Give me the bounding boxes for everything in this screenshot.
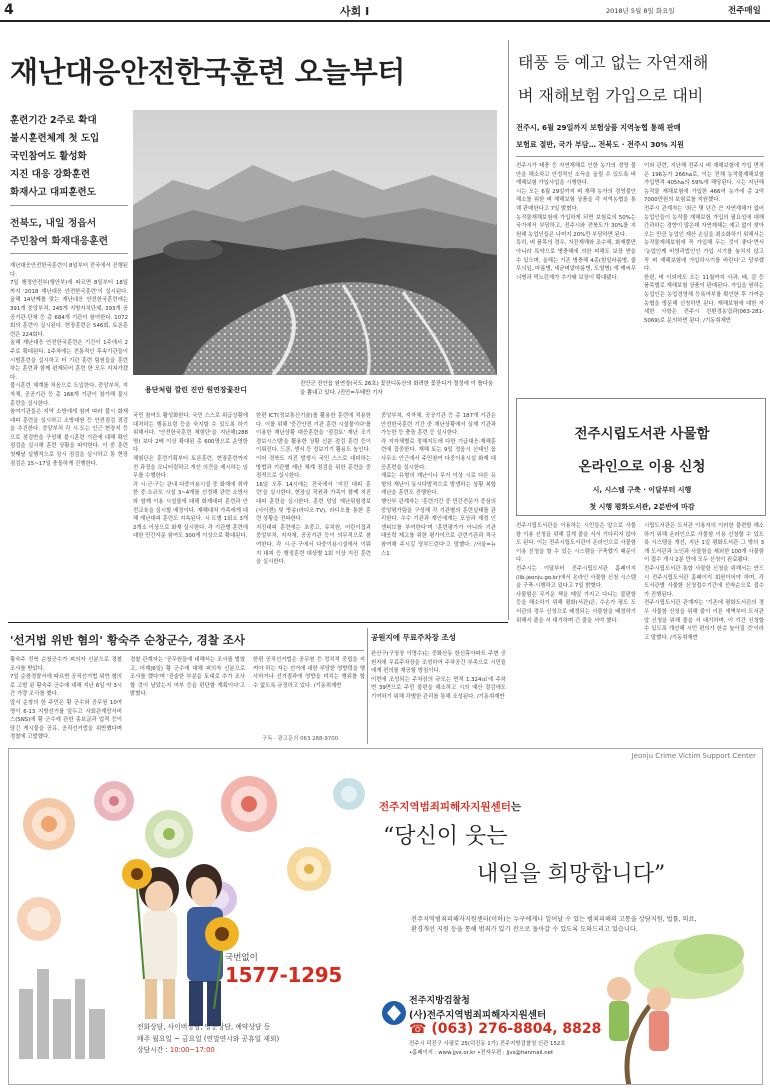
- paragraph: 불시훈련 체계를 처음으로 도입한다. 중앙부처, 지자체, 공공기관 등 총 166개 기관이 참가해 불시 훈련을 실시한다.: [10, 383, 128, 407]
- insurance-subhead: 전주시, 6월 29일까지 보험상품 지역농협 통해 판매: [516, 123, 681, 132]
- insurance-headline-line2: 벼 재해보험 가입으로 대비: [518, 86, 704, 105]
- victim-support-ad: [8, 748, 763, 1085]
- paragraph: 참여기관들은 지역 소방에게 참여 따라 불시 화재대피 훈련을 실시하고 소방대원 등 안전점검 점검을 추진한다. 중앙부처 각 시·도는 인근 현장지 등으로 점검반을 구성해 불시훈련 기관에 대해 확인 점검을 실시해 훈련 상황을 파악한다. 이 중 훈련 첫째날 실행적으로 상시 점검을 실시하고 통 현장점검은 15~17일 충돌하게 진행한다.: [10, 409, 128, 467]
- ad-hours-value: 10:00~17:00: [169, 1046, 215, 1054]
- subscription-note: 구독 · 광고문의 063 288-9700: [262, 736, 339, 742]
- paragraph: 전주시립도서관을 이용하는 시민들은 앞으로 사물함 이용 신청을 위해 길게 줄을 서서 기다리지 않아도 된다. 이는 전주시립도서관이 온라인으로 사물함 이용 신청을 할 수 있는 시스템을 구축했기 때문이다.: [516, 523, 636, 564]
- library-subhead: 시, 시스템 구축 · 이달부터 시행: [592, 486, 692, 494]
- paragraph: 한편, 벼 이외에도 오는 11월까지 사과, 배, 감 등 품목별로 재해보험 상품이 판매된다. 가입을 원하는 농업인은 농업경영체 등록여부를 확인한 후 가까운 농협을 방문해 신청하면 된다. 재해보험에 대한 자세한 사항은 전주시 친환경농업과(063-281-5069)로 문의하면 된다. /기동취재반: [644, 274, 764, 324]
- paragraph: 재료는 유형의 재난이나 무거 이상 시로 다른 유형의 재난이 동시다발적으로 발생하는 상황 복합재난을 훈련도 진행한다.: [381, 473, 496, 497]
- ad-free-call-label: 국번없이: [225, 953, 258, 963]
- ad-hours: [137, 1045, 279, 1057]
- paragraph: 16일 오후 14시에는 전국에서 '지진 대피 훈련'을 실시한다. 현장실 직원과 가족이 함께 지진대피 훈련을 실시한다. 훈련 당일 재난위험경보(사이렌) 및 방송(라디오·TV), 라디오를 통한 훈련 상황을 전파한다.: [256, 481, 371, 523]
- photo-caption: 진안군 진안읍 원연장(국도 26호) 꽃잔디동산의 화려한 꽃잔디가 절정에 이 틀다움을 뽐내고 있다. /진안=두태만 기자: [300, 381, 494, 396]
- ad-description: 전주지역범죄피해자지원센터(이하)는 누구에게나 일어날 수 있는 범죄피해의 고통을 상담지원, 법률, 의료, 환경개선 지원 등을 통해 범죄가 있기 전으로 돌아갈 수 있도록 도와드리고 있습니다.: [411, 916, 697, 933]
- lead-subhead: 화재사고 대피훈련도: [10, 187, 96, 198]
- paragraph: 전주시 관계자는 '최근 몇 년간 큰 자연재해가 없어 농업인들이 농작물 재해보험 가입의 필요성에 대해 간과하는 경향이 많은데 자연재해는 예고 없이 찾아오는 만큼 농업인 재산 손실을 최소화하기 위해서는 농작물재해보험에 꼭 가입해 두는 것이 좋다'면서 '농업인께 비영리법인인 가입 시기를 놓치지 않고 꼭 벼 재해보험에 가입하시기를 바란다'고 당부했다.: [644, 205, 764, 273]
- paragraph: 특히, 벼 품목의 경우, 지진재해와 조수해, 화재뿐만 아니라 특약으로 병충해에 의한 피해도 보장 받을 수 있으며, 올해는 기존 병충해 4종(흰잎마름병, 줄무늬잎, 마름병, 세균벼알마름병, 도열병) 에 깨씨무늬병과 먹노린재가 추가돼 보장이 확대됐다.: [516, 240, 636, 281]
- paragraph: 7일 순창경찰서에 따르면 공직선거법 위반 혐의로 고발 된 황숙주 군수에 대해 지난 6일 약 3시간 가량 조사를 했다.: [10, 674, 122, 698]
- divider: [10, 650, 364, 651]
- paragraph: 국민 참여도 활성화한다. 국민 스스로 위급상황에 대처하는 행동요령 등을 숙지할 수 있도록 하기 위해서다. '안전한국훈련 체험단'을 지난해(288명) 보다 2배 이상 확대된 총 600명으로 운영한다.: [133, 413, 248, 454]
- election-body-column-2: [130, 656, 245, 744]
- ad-org-center: (사)전주지역범죄피해자지원센터: [409, 1010, 547, 1021]
- paragraph: 사물함은 무거운 책을 매일 가지고 다니는 불편함 등을 해소하기 위해 평화(서관)은, 수손가 평도 도서관의 경우 신청으로 배정되는 사물함을 배정하기 위해서 줄을 서 대기하며 긴 줄을 서야 했다.: [516, 591, 636, 624]
- ad-hours-label: 상담시간 :: [137, 1046, 170, 1054]
- paragraph: 시는 오는 6월 29일까지 벼 재해 농가의 경영불안 해소를 위한 벼 재해보험 상품을 각 지역농협을 통해 판매한다고 7일 밝혔다.: [516, 188, 636, 212]
- lead-headline: 재난대응안전한국훈련 오늘부터: [10, 55, 405, 89]
- library-subhead: 첫 시행 평화도서관, 2분반에 마감: [589, 503, 695, 511]
- page-number: 4: [4, 2, 14, 18]
- paragraph: 각 지자체별로 정해지도에 다한 기급대응·재해훈련에 집중한다. 재해 토는 9일 정읍시 신태인 읍사무소 인근에서 주민참여 다중이용시설 화재 대응훈련을 실시한다.: [381, 438, 496, 471]
- parking-headline-text: 공원지에 무료주차장 조성: [371, 633, 456, 642]
- lead-body-column-4: [381, 412, 496, 612]
- lead-subhead: 훈련기간 2주로 확대: [10, 115, 97, 126]
- children-with-sunflowers-illustration: [122, 859, 239, 1026]
- paragraph: 전주시는 이달부터 전주시립도서관 홈페이지(lib.jeonju.go.kr)에서 온라인 사물함 신청 시스템을 구축·시행하고 있다고 7일 밝혔다.: [516, 565, 636, 590]
- ad-services: [137, 1022, 279, 1057]
- ad-services-line: 매주 월요일 ~ 금요일 (연말연시와 공휴일 제외): [137, 1034, 280, 1043]
- paragraph: 전주시가 태풍 등 자연재해로 인한 농가의 경영 불안을 해소하고 안정적인 소득을 올릴 수 있도록 벼 재해보험 가입사업을 시행한다.: [516, 163, 636, 187]
- paragraph: 한편 ICT(정보통신기술)를 활용한 훈련에 적용한다. 이를 위해 '중간안전 기관 훈련 시설물이다'를 이용한 재난상황 대응훈련을 '점검토' 재난 조기경보시스템'을 활용한 상황 신분 점검 훈련 등이 이뤄진다. 드론, 센서 등 정보기기 활용도 높인다.: [256, 413, 371, 454]
- lead-body-column-1: [10, 262, 128, 612]
- ad-headline-org: 전주지역범죄피해자지원센터: [379, 801, 511, 813]
- paragraph: 이와 관련, 지난해 전주시 벼 재해보험에 가입 면적은 196농가 266ha로, 이는 전체 농작물재해보험 가입면적 405ha의 59%에 해당된다. 시는 지난해 농작물 재해보험에 가입한 466여 농가에 총 2억7000만원의 보험료를 지원했다.: [644, 163, 764, 204]
- paragraph: 한편 공직선거법은 공무원 등 정치적 중립을 지켜야 하는 자는 선거에 대한 부당한 영향력을 행사하거나 선거결과에 영향을 미치는 행위를 할 수 없도록 규정하고 있다. /기동취재반: [253, 657, 365, 689]
- paragraph: 행안부 관계자는 '훈련기간 중 민간전문가 중심의 중앙평가팀을 구성해 각 기관별의 훈련실태를 관리한다. 우수 기관과 개인에게는 포상과 재정 인센티브를 부여한다'며 '훈련평가가 아니라 기관 대응력 제고를 위한 평가이므로 관련기관과 적극 참여해 주시길 당부드린다'고 말했다. /서울=뉴스1: [381, 498, 496, 557]
- prosecution-logo: [382, 1001, 406, 1025]
- insurance-body-column-2: [644, 162, 764, 384]
- lead-subhead: 국민참여도 활성화: [10, 151, 87, 162]
- paragraph: 각 시·군·구는 관내 다중이용시설 중 화재에 취약한 중·소규모 시설 3~4개를 선정해 관련 소방서와 함께 이용 시설물에 대해 화재대피 훈련과 안전교육을 실시할 예정이다. 재해대처 가족에게 대해 재난대피 훈련도 지속된다. 시·도별 1회소 3개 2개소 이상으로 화재 실시한다. 각 기관별 훈련에 대한 민간자문 참여도 300개 이상으로 확대된다.: [133, 481, 248, 540]
- insurance-subhead: 보험료 절반, 국가 부담… 전북도 · 전주시 30% 지원: [516, 140, 684, 149]
- ad-quote-line1: “당신이 웃는: [383, 824, 508, 849]
- lead-subhead: 지진 대응 강화훈련: [10, 169, 91, 180]
- paragraph: 경찰 관계자는 '공무원들에 대해서는 조사를 벌였고, 어제(6일) 황 군수에 대해 피의자 신분으로 조사를 했다'며 '진술한 부분을 토대로 추가 조사할 것이 남았는지 여부 등을 판단할 계획이다'고 밝혔다.: [130, 657, 245, 698]
- lead-photo: [133, 110, 497, 375]
- insurance-body-column-1: [516, 162, 636, 384]
- ad-quote-line2: 내일을 희망합니다”: [477, 862, 666, 887]
- issue-date: 2018년 5월 8일 화요일: [606, 7, 675, 15]
- paragraph: 앞서 순창의 한 주민은 황 군수와 공무원 10여명이 6·13 지방선거를 앞두고 사회관계망서비스(SNS)에 황 군수에 관한 홍보글과 업적 등이 담긴 게시물을 공유, 공직선거법을 위반했다며 경찰에 고발했다.: [10, 699, 122, 741]
- library-body-column-2: [644, 522, 764, 744]
- lead-subhead-secondary: 주민참여 화재대응훈련: [10, 236, 109, 247]
- section-name: 사회 I: [340, 5, 370, 18]
- parking-body: [371, 650, 506, 744]
- paragraph: 농작물재해보험에 가입하게 되면 보험료의 50%는 국가에서 부담하고, 전주시와 전북도가 30%를 지원해 농업인들은 나머지 20%만 부담하면 된다.: [516, 214, 636, 238]
- paragraph: 지진대피 훈련에는 초중고, 유치원, 어린이집과 중앙부처, 지자체, 공공기관 등이 의무적으로 참여한다. 각 시·군·구에서 다중이용시설에서 이뤄지 대피 등 행정훈련 대상별 1회 이상 지진 훈련을 실시한다.: [256, 524, 371, 566]
- paragraph: 전주시립도서관 관계자는 '기존에 평화도서관의 경우 사물함 신청을 위해 줄이 이른 새벽부터 도서관 앞 신청을 위해 줄을 서 대기하며, 이 기간 신청할 수 있도록 개선해 시민 편의가 한층 높아질 것'이라고 말했다. /기동취재반: [644, 600, 764, 641]
- paragraph: 완산구(구청장 이명수)는 중화산동 한신휴아파트 주변 공원지에 무료주차장을 조성하여 주차공간 부족으로 시민들에게 편의를 제공할 방침이다.: [371, 651, 506, 675]
- lead-subhead: 불시훈련체계 첫 도입: [10, 133, 100, 144]
- lead-body-column-2: [133, 412, 248, 612]
- paper-name: 전주매일: [728, 6, 761, 16]
- library-headline-line1: 전주시립도서관 사물함: [574, 426, 710, 442]
- paragraph: 올해 재난대응 안전한국훈련은 기간이 1주에서 2주로 확대된다. 1주차에는 전통적인 후속기관들이 시범훈련을 실시하고 터 기관 훈련 팀원들을 훈련하는 훈련과 함께 편제되어 훈련 한 모두 지쳐가겠다.: [10, 340, 128, 381]
- ad-telephone[interactable]: ☎ (063) 276-8804, 8828: [409, 1021, 602, 1037]
- ad-hotline-number[interactable]: 1577-1295: [225, 963, 342, 987]
- divider: [10, 253, 128, 254]
- photo-caption-title: 용단처럼 깔린 진안 원연장꽃잔디: [145, 386, 247, 394]
- ad-english-name: Jeonju Crime Victim Support Center: [631, 752, 756, 760]
- ad-address: 전주시 덕진구 사평로 25(덕진동 1가) 전주지방검찰청 신관 152호: [409, 1041, 566, 1047]
- column-divider: [367, 628, 368, 744]
- election-headline: '선거법 위반 혐의' 황숙주 순창군수, 경찰 조사: [10, 633, 246, 647]
- paragraph: 시립도서관은 도서관 이용자의 이러한 불편함 해소하기 위해 온라인으로 사물함 이용 신청할 수 있도록 시스템을 개선, 지난 1일 평화도서관 그 밖의 3개 도서관과 노인과 사물함을 제외한 100개 사물함이 접수 개시 2분 만에 모두 신청이 완료됐다.: [644, 523, 764, 564]
- library-headline-box: [516, 398, 766, 516]
- library-headline-line2: 온라인으로 이용 신청: [578, 459, 706, 475]
- divider: [10, 205, 128, 206]
- insurance-headline-line1: 태풍 등 예고 없는 자연재해: [518, 53, 709, 72]
- paragraph: 재난대응안전한국훈련이 8일부터 전국에서 진행된다.: [10, 263, 128, 278]
- ad-contact-links[interactable]: •홈페이지 : www.jjvs.or.kr •전자우편 : jjvs@hanmail.net: [409, 1050, 554, 1056]
- tree-and-kids-illustration: [607, 934, 744, 1085]
- library-body-column-1: [516, 522, 636, 744]
- paragraph: 중앙부처, 지자체, 공공기관 등 총 187개 기관은 안전한국훈련 기간 중 재난상황에서 실제 기관과 가능한 등 충돌 훈련 등 실시한다.: [381, 413, 496, 437]
- ad-headline-suffix: 는: [510, 801, 522, 813]
- paragraph: 전주시립도서관 통합 사물함 신청을 위해서는 반드시 전주시립도서관 홈페이지 회원이어야 하며, 각 도서관별 사물함 신청접수기간에 선착순으로 접수가 진행된다.: [644, 565, 764, 598]
- lead-body-column-3: [256, 412, 371, 612]
- hillside-flower-photo: [133, 110, 497, 375]
- paragraph: 이어 경북도 지진 발생시 국민 스스로 대피하는 방법과 기관별 재난 체계 점검을 위한 훈련을 중점적으로 실시한다.: [256, 455, 371, 480]
- ad-services-line: 전화상담, 사이버상담, 방문상담, 예약상담 등: [137, 1023, 271, 1031]
- election-body-column-1: [10, 656, 122, 744]
- header-rule: [0, 20, 770, 22]
- ad-org-prosecution: 전주지방검찰청: [409, 996, 470, 1006]
- paragraph: 이번에 조성되는 주차장의 규모는 면적 1,324㎡에 주차면 39면으로 주민 불편을 해소하고 시의 예산 절감에도 기여하기 위해 각별한 관리를 통해 조성된다. /기동취재반: [371, 676, 506, 700]
- column-divider: [508, 40, 509, 620]
- divider: [516, 156, 764, 157]
- ad-headline: [379, 799, 521, 814]
- section-rule: [8, 622, 508, 623]
- paragraph: 체험단은 훈련기획부터 토론훈련, 현장훈련까지 전 과정을 모니터링하고 개선 의견을 제시하는 임무를 수행한다.: [133, 455, 248, 480]
- city-skyline-graphic: [19, 969, 105, 1059]
- lead-subhead-secondary: 전북도, 내일 정읍서: [10, 218, 97, 229]
- election-body-column-3: [253, 656, 365, 734]
- paragraph: 황숙주 전북 순창군수가 피의자 신분으로 경찰 조사를 받았다.: [10, 657, 122, 672]
- paragraph: 7일 행정안전부(행안부)에 따르면 8일부터 18일까지 '2018 재난대응 안전한국훈련'이 실시된다. 올해 14년째를 맞는 재난대응 안전한국훈련에는 391개 중앙부처, 245개 지방자치단체, 393개 공공기관·단체 등 총 684개 기관이 참여한다. 1072회의 훈련이 실시된다. 현장훈련은 546회, 토론훈련은 224회다.: [10, 280, 128, 338]
